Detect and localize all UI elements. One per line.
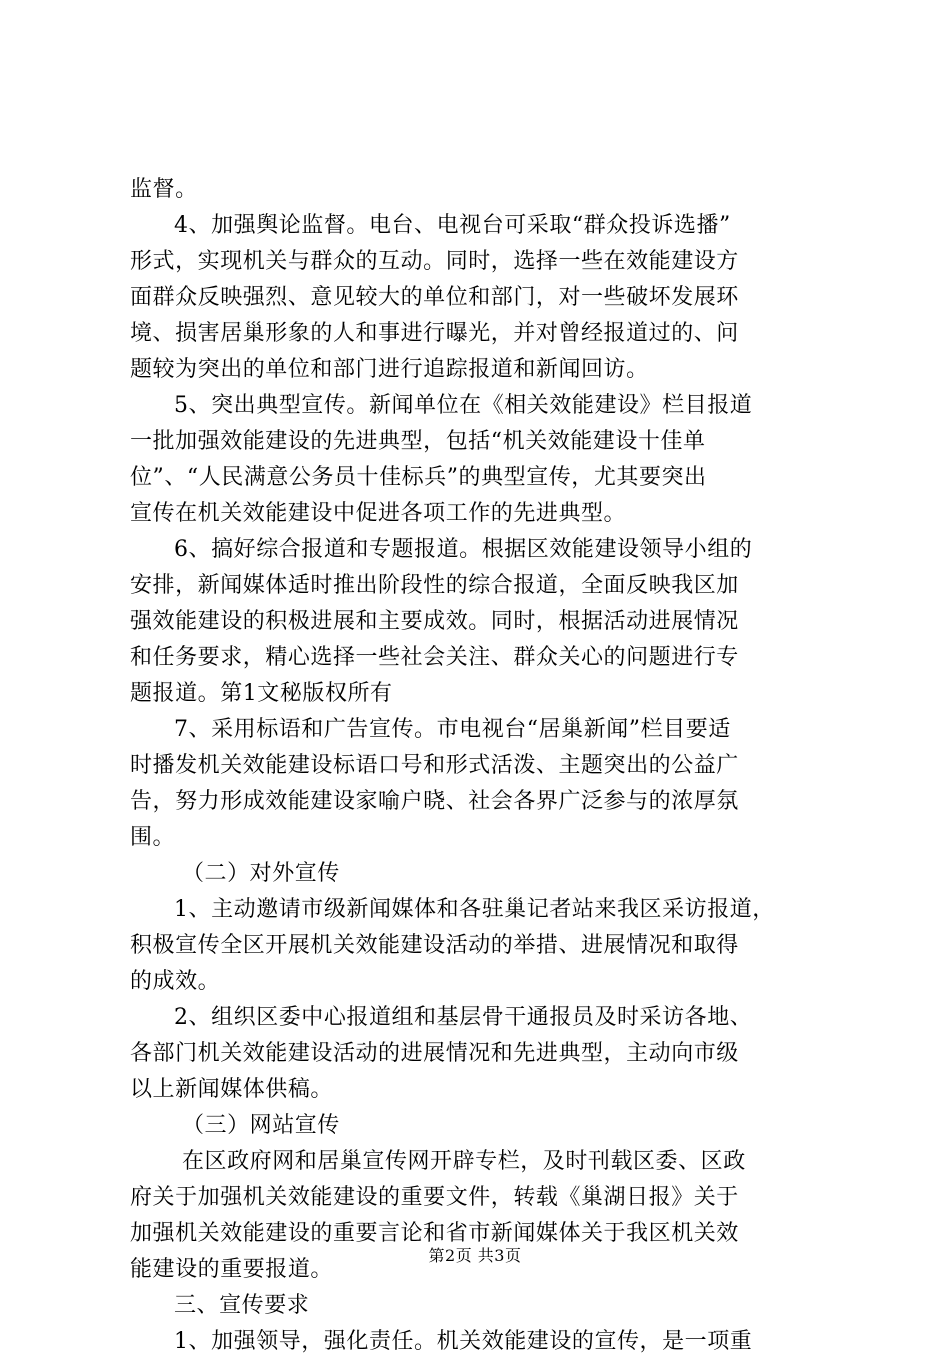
text-line: 安排，新闻媒体适时推出阶段性的综合报道，全面反映我区加 xyxy=(130,573,739,598)
section-heading: （三）网站宣传 xyxy=(182,1113,340,1138)
text-line: 2、组织区委中心报道组和基层骨干通报员及时采访各地、 xyxy=(174,1005,753,1030)
text-line: 形式，实现机关与群众的互动。同时，选择一些在效能建设方 xyxy=(130,249,739,274)
text-line: 加强机关效能建设的重要言论和省市新闻媒体关于我区机关效 xyxy=(130,1221,739,1246)
text-line: 题报道。第1文秘版权所有 xyxy=(130,681,393,706)
text-line: 强效能建设的积极进展和主要成效。同时，根据活动进展情况 xyxy=(130,609,739,634)
text-line: 和任务要求，精心选择一些社会关注、群众关心的问题进行专 xyxy=(130,645,739,670)
text-line: 面群众反映强烈、意见较大的单位和部门，对一些破坏发展环 xyxy=(130,285,739,310)
text-line: 境、损害居巢形象的人和事进行曝光，并对曾经报道过的、问 xyxy=(130,321,739,346)
text-line: 以上新闻媒体供稿。 xyxy=(130,1077,333,1102)
text-line: 府关于加强机关效能建设的重要文件，转载《巢湖日报》关于 xyxy=(130,1185,739,1210)
text-line: 题较为突出的单位和部门进行追踪报道和新闻回访。 xyxy=(130,357,649,382)
text-line: 位”、“人民满意公务员十佳标兵”的典型宣传，尤其要突出 xyxy=(130,465,707,490)
text-line: 时播发机关效能建设标语口号和形式活泼、主题突出的公益广 xyxy=(130,753,739,778)
text-line: 6、搞好综合报道和专题报道。根据区效能建设领导小组的 xyxy=(174,537,753,562)
text-line: 7、采用标语和广告宣传。市电视台“居巢新闻”栏目要适 xyxy=(174,717,731,742)
page-footer: 第2页 共3页 xyxy=(428,1246,522,1265)
section-heading: （二）对外宣传 xyxy=(182,861,340,886)
body-text xyxy=(130,172,830,1360)
text-line: 4、加强舆论监督。电台、电视台可采取“群众投诉选播” xyxy=(174,213,731,238)
text-line: 一批加强效能建设的先进典型，包括“机关效能建设十佳单 xyxy=(130,429,706,454)
text-line: 各部门机关效能建设活动的进展情况和先进典型，主动向市级 xyxy=(130,1041,739,1066)
section-heading: 三、宣传要求 xyxy=(174,1293,310,1318)
text-line: 宣传在机关效能建设中促进各项工作的先进典型。 xyxy=(130,501,627,526)
text-line: 告，努力形成效能建设家喻户晓、社会各界广泛参与的浓厚氛 xyxy=(130,789,739,814)
text-line: 的成效。 xyxy=(130,969,221,994)
text-line: 监督。 xyxy=(130,177,198,202)
text-line: 围。 xyxy=(130,825,176,850)
text-line: 能建设的重要报道。 xyxy=(130,1257,333,1282)
text-line: 积极宣传全区开展机关效能建设活动的举措、进展情况和取得 xyxy=(130,933,739,958)
text-line: 1、加强领导，强化责任。机关效能建设的宣传，是一项重 xyxy=(174,1329,753,1354)
text-line: 5、突出典型宣传。新闻单位在《相关效能建设》栏目报道 xyxy=(174,393,753,418)
text-line: 在区政府网和居巢宣传网开辟专栏，及时刊载区委、区政 xyxy=(182,1149,746,1174)
text-line: 1、主动邀请市级新闻媒体和各驻巢记者站来我区采访报道， xyxy=(174,897,775,922)
